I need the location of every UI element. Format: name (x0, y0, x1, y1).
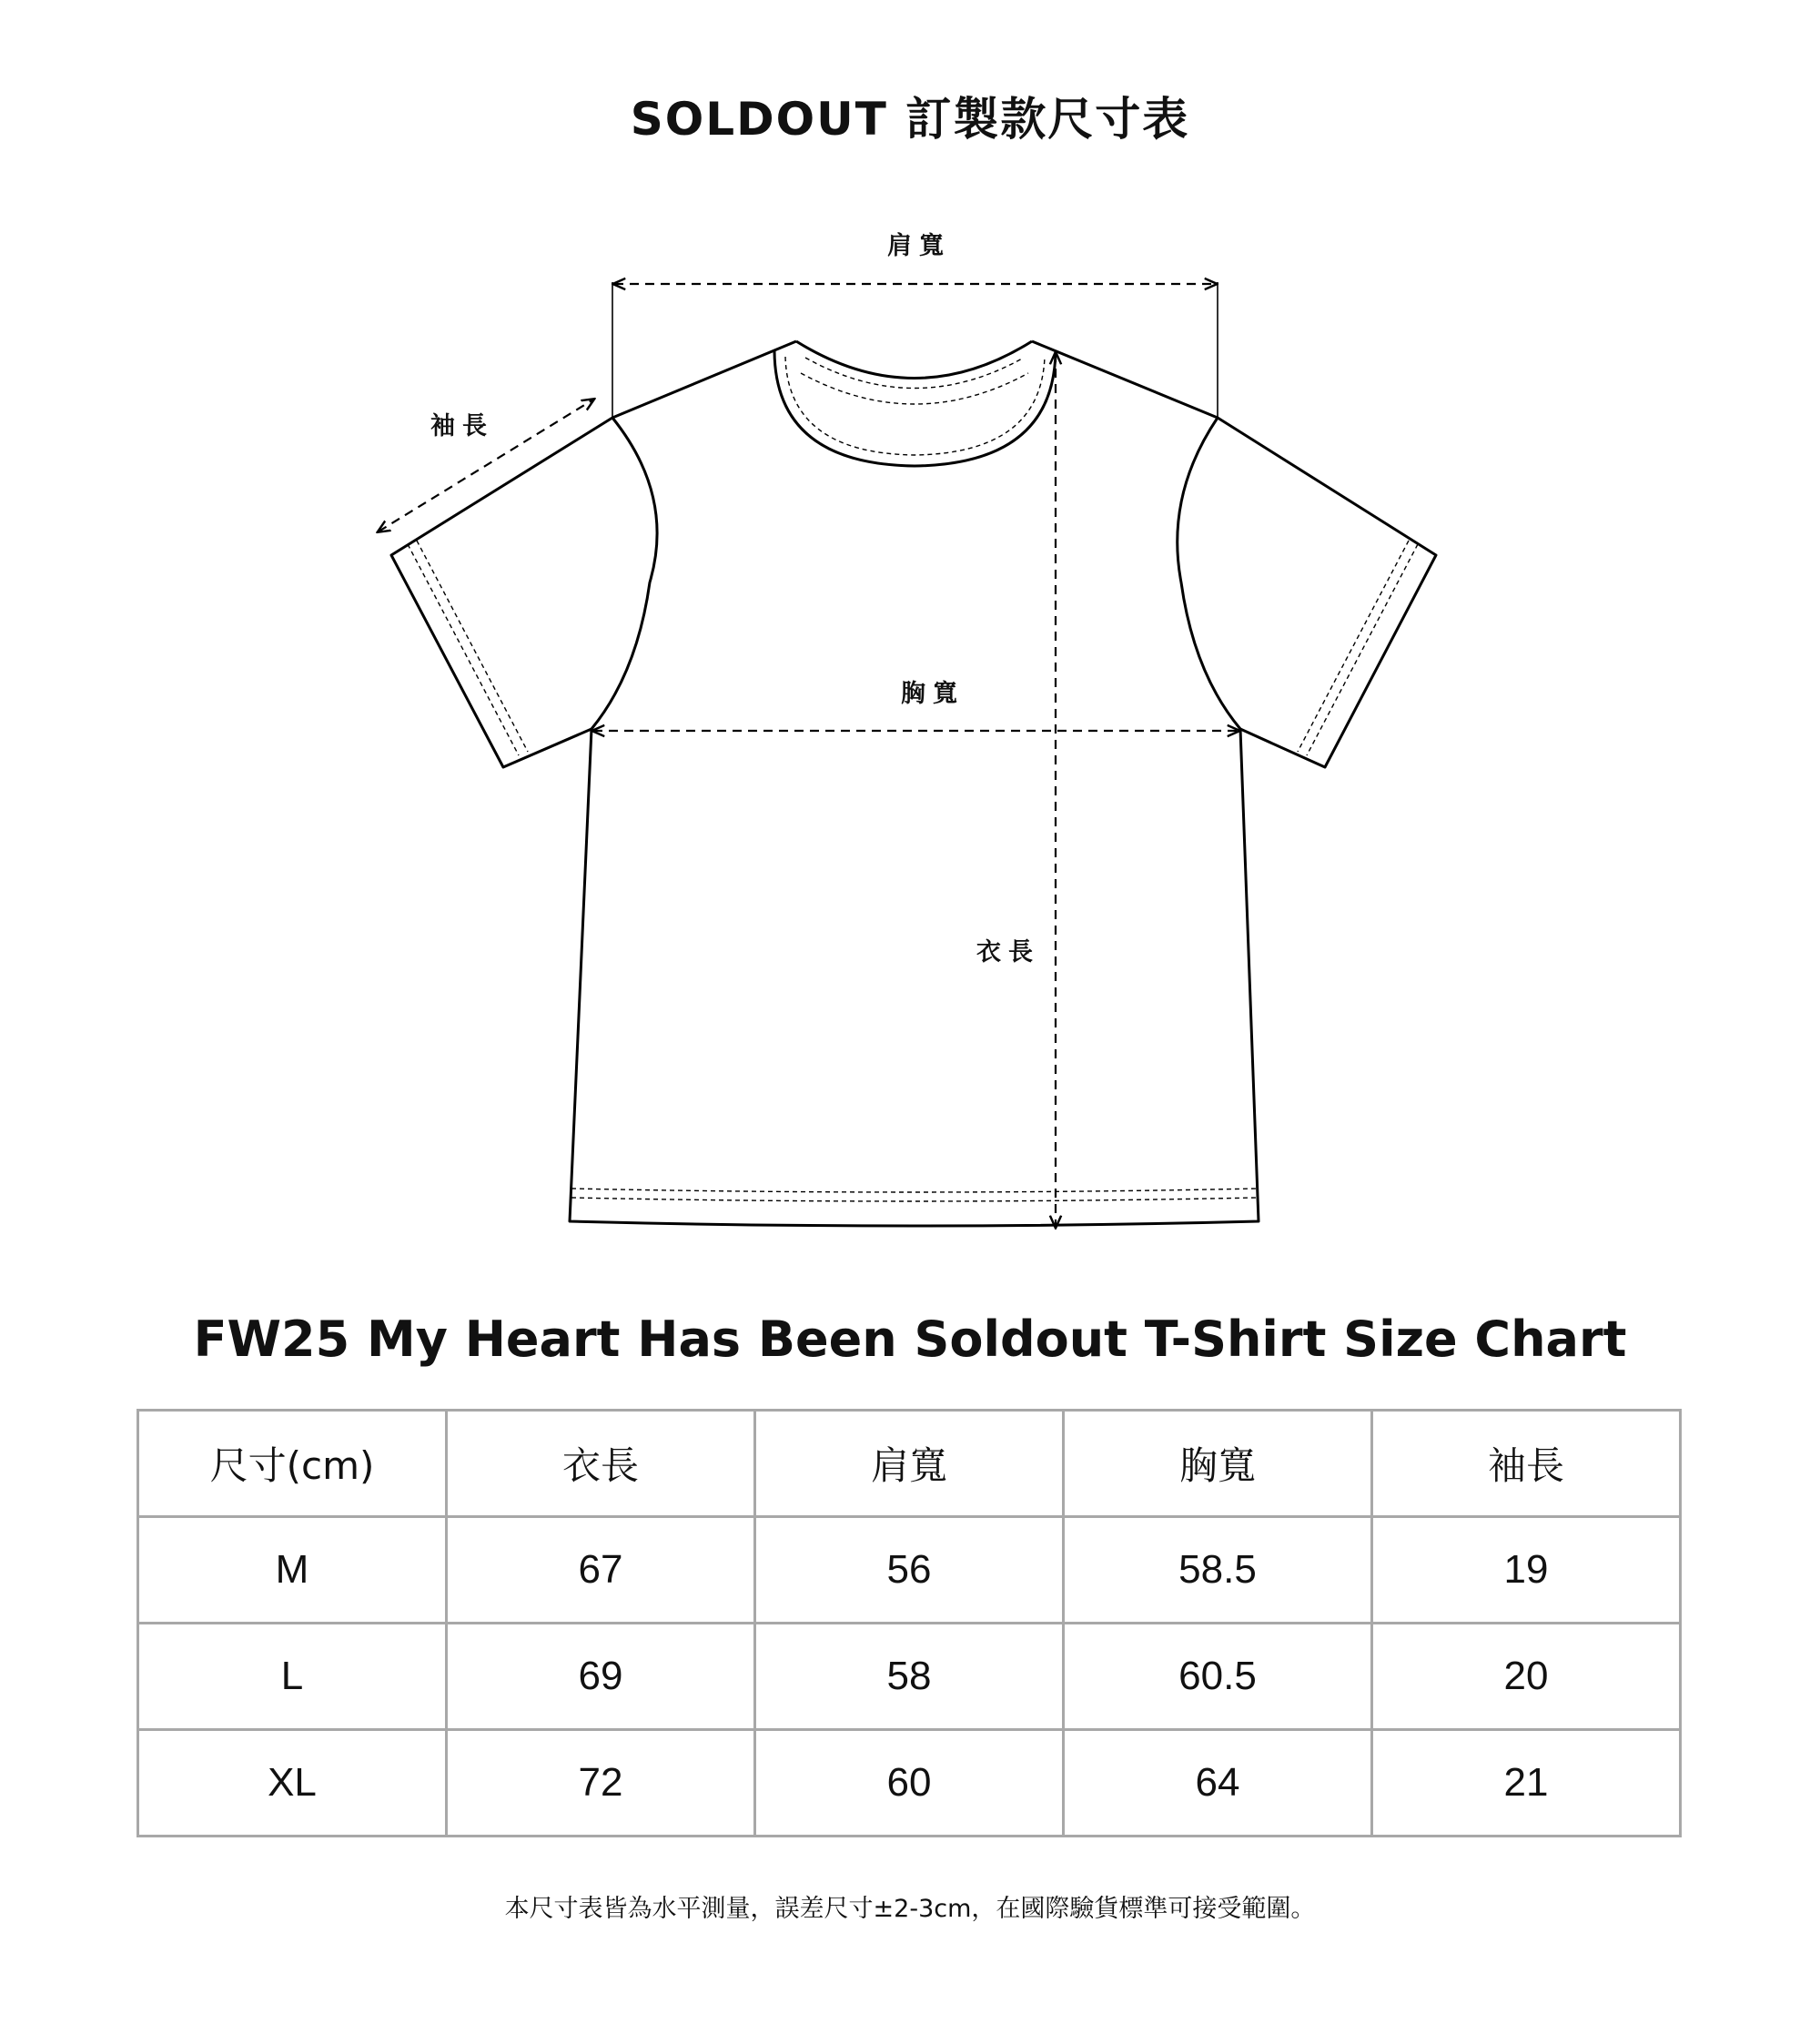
value-cell: 21 (1372, 1730, 1681, 1837)
shoulder-label: 肩寬 (887, 232, 951, 260)
value-cell: 19 (1372, 1517, 1681, 1624)
header-cell: 尺寸(cm) (138, 1411, 447, 1517)
footnote: 本尺寸表皆為水平測量，誤差尺寸±2-3cm，在國際驗貨標準可接受範圍。 (504, 1895, 1316, 1923)
value-cell: 58 (755, 1624, 1064, 1730)
tshirt-outline (391, 341, 1436, 1226)
length-label: 衣長 (976, 938, 1040, 966)
chart-title: FW25 My Heart Has Been Soldout T-Shirt Size Chart (193, 1310, 1627, 1368)
measurement-lines (379, 282, 1239, 1227)
value-cell: 72 (447, 1730, 755, 1837)
size-cell: M (138, 1517, 447, 1624)
table-row (138, 1730, 1681, 1837)
header-cell: 胸寬 (1064, 1411, 1372, 1517)
value-cell: 56 (755, 1517, 1064, 1624)
table-row (138, 1624, 1681, 1730)
value-cell: 60.5 (1064, 1624, 1372, 1730)
value-cell: 64 (1064, 1730, 1372, 1837)
stitching (408, 357, 1418, 1201)
value-cell: 20 (1372, 1624, 1681, 1730)
value-cell: 58.5 (1064, 1517, 1372, 1624)
chest-label: 胸寬 (901, 680, 965, 708)
table-row (138, 1517, 1681, 1624)
header-cell: 袖長 (1372, 1411, 1681, 1517)
table-header-row (138, 1411, 1681, 1517)
size-cell: L (138, 1624, 447, 1730)
size-table (136, 1409, 1682, 1837)
page-title: SOLDOUT 訂製款尺寸表 (630, 93, 1190, 146)
sleeve-label: 袖長 (430, 412, 494, 440)
value-cell: 67 (447, 1517, 755, 1624)
header-cell: 肩寬 (755, 1411, 1064, 1517)
size-cell: XL (138, 1730, 447, 1837)
value-cell: 69 (447, 1624, 755, 1730)
value-cell: 60 (755, 1730, 1064, 1837)
header-cell: 衣長 (447, 1411, 755, 1517)
